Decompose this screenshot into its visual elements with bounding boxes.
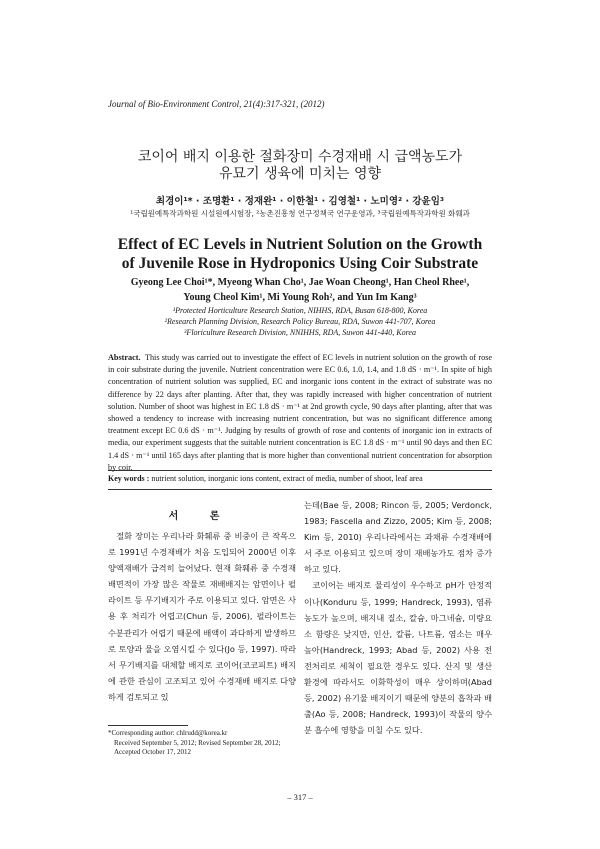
footnote-corresponding-author: *Corresponding author: chlrudd@korea.kr — [108, 729, 228, 737]
right-paragraph-2: 코이어는 배지로 물리성이 우수하고 pH가 안정적이나(Konduru 등, 1999; Handreck, 1993), 염류농도가 높으며, 배지내 질소, 칼슘, 마그네슘, 미량요소 함량은 낮지만, 인산, 칼륨, 나트륨, 염소는 매우 높아(Handreck, 1993; Abad 등, 2002) 사용 전 전처리로 세척이 필요한 경우도 있다. 산지 및 생산 환경에 따라서도 이화학성이 매우 상이하며(Abad 등, 2002) 유기물 배지이기 때문에 양분의 흡착과 배출(Ao 등, 2008; Handreck, 1993)이 작물의 양수분 흡수에 영향을 미칠 수도 있다. — [304, 580, 492, 736]
abstract-label: Abstract. — [108, 353, 141, 362]
footnote-received: Received September 5, 2012; Revised September 28, 2012; — [114, 738, 281, 747]
keywords-text: nutrient solution, inorganic ions content, extract of media, number of shoot, leaf area — [151, 474, 423, 483]
english-affiliation-2: ²Research Planning Division, Research Policy Bureau, RDA, Suwon 441-707, Korea — [164, 317, 436, 326]
english-authors-line-2: Young Cheol Kim¹, Mi Young Roh², and Yun Im Kang³ — [183, 292, 417, 303]
korean-title-line-2: 유묘기 생육에 미치는 영향 — [218, 166, 382, 182]
section-heading-introduction: 서 론 — [168, 511, 234, 522]
page-number: – 317 – — [287, 792, 313, 802]
right-text-column — [304, 497, 492, 738]
keywords — [108, 474, 492, 483]
footnote-accepted: Accepted October 17, 2012 — [114, 748, 191, 756]
english-affiliation-3: ³Floriculture Research Division, NNIHHS, RDA, Suwon 441-440, Korea — [184, 328, 416, 337]
abstract-text: This study was carried out to investigate the effect of EC levels in nutrient solution on the growth of rose in coir substrate during the juvenile. Nutrient concentration were EC 0.6, 1.0, 1.4, and 1.8 dS · m⁻¹. In spite of high concentration of nutrient solution was supplied, EC and inorganic ions content in the extract of substrate was no difference by 22 days after planting. After that, they was rapidly increased with higher concentration of nutrient solution. Number of shoot was highest in EC 1.8 dS · m⁻¹ at 2nd growth cycle, 90 days after planting, after that was showed a tendency to increase with increasing nutrient concentration, but was no significant difference among treatment except EC 0.6 dS · m⁻¹. Judging by results of growth of rose and contents of inorganic ion in extracts of media, our experiment suggests that the suitable nutrient concentration is EC 1.8 dS · m⁻¹ until 90 days and then EC 1.4 dS · m⁻¹ until 165 days after planting that is more higher than conventional nutrient concentration for absorption by coir. — [108, 353, 493, 472]
left-text-column — [108, 528, 296, 705]
korean-affiliation: ¹국립원예특작과학원 시설원예시험장, ²농촌진흥청 연구정책국 연구운영과, ³국립원예특작과학원 화훼과 — [130, 209, 470, 218]
keywords-top-rule — [108, 470, 492, 471]
keywords-label: Key words : — [108, 474, 150, 483]
footnotes — [108, 729, 298, 758]
english-title-line-2: of Juvenile Rose in Hydroponics Using Coir Substrate — [121, 255, 479, 272]
english-affiliation-1: ¹Protected Horticulture Research Station, NIHHS, RDA, Busan 618-800, Korea — [172, 306, 428, 315]
left-paragraph-1: 절화 장미는 우리나라 화훼류 중 비중이 큰 작목으로 1991년 수경재배가 처음 도입되어 2000년 이후 양액재배가 급격히 늘어났다. 현재 화훼류 중 수경재배면적이 가장 많은 작물로 재배배지는 암면이나 펄라이트 등 무기배지가 주로 이용되고 있다. 암면은 사용 후 처리가 어렵고(Chun 등, 2006), 펄라이트는 수분관리가 어렵기 때문에 배액이 과다하게 발생하므로 토양과 물을 오염시킬 수 있다(Jo 등, 1997). 따라서 무기배지를 대체할 배지로 코이어(코코피트) 배지에 관한 관심이 고조되고 있어 수경재배 배지로 다양하게 검토되고 있 — [108, 531, 296, 702]
right-paragraph-1: 는데(Bae 등, 2008; Rincon 등, 2005; Verdonck, 1983; Fascella and Zizzo, 2005; Kim 등, 2008; Kim 등, 2010) 우리나라에서는 과채류 수경재배에서 주로 이용되고 있으며 장미 재배농가도 점차 증가하고 있다. — [304, 500, 492, 575]
korean-authors: 최경이¹* · 조명환¹ · 정재완¹ · 이한철¹ · 김영철¹ · 노미영² · 강윤임³ — [155, 196, 445, 207]
abstract — [108, 352, 492, 474]
keywords-bottom-rule — [108, 489, 492, 490]
english-authors-line-1: Gyeong Lee Choi¹*, Myeong Whan Cho¹, Jae Woan Cheong¹, Han Cheol Rhee¹, — [130, 277, 470, 288]
journal-citation: Journal of Bio-Environment Control, 21(4):317-321, (2012) — [108, 99, 325, 109]
korean-title-line-1: 코이어 배지 이용한 절화장미 수경재배 시 급액농도가 — [137, 149, 463, 165]
footnote-rule — [108, 725, 188, 726]
english-title-line-1: Effect of EC Levels in Nutrient Solution on the Growth — [117, 236, 483, 253]
